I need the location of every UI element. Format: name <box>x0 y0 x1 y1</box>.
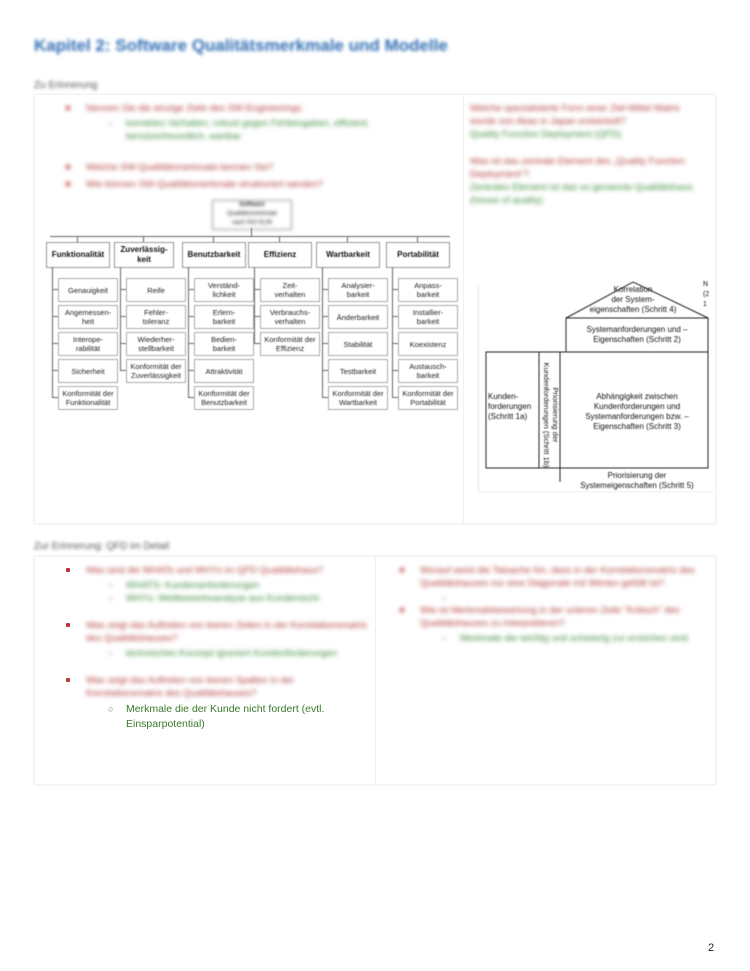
iso-item: Änderbarkeit <box>328 305 388 329</box>
iso-item: Konformität der Funktionalität <box>58 386 118 410</box>
qfd-corner-label: N (2 1 <box>703 281 710 308</box>
question-text: Was zeigt das Auftreten von leeren Zeilen in der Korrelationsmatrix des Qualitätshauses? <box>86 620 368 644</box>
iso-item: Koexistenz <box>398 332 458 356</box>
iso-item: Fehler- toleranz <box>126 305 186 329</box>
iso-item: Zeit- verhalten <box>260 278 320 302</box>
iso-item: Wiederher- stellbarkeit <box>126 332 186 356</box>
iso-root-line: Software <box>239 202 265 208</box>
iso-item: Austausch- barkeit <box>398 359 458 383</box>
question-text: Nennen Sie die einzige Ziele des SW-Engineerings. <box>86 103 304 114</box>
qfd-form-answer: Quality Function Deployment (QFD) <box>470 129 621 140</box>
iso-heading-1: Zuverlässig- keit <box>114 242 174 268</box>
section2-label: Zur Erinnerung: QFD im Detail <box>34 541 170 552</box>
answer-text: ○ WHYs: Wettbewerbsanalyse aus Kundensicht <box>86 592 368 605</box>
question-item <box>58 619 368 660</box>
question-item <box>58 674 368 732</box>
answer-text: ○ WHATS: Kundenanforderungen <box>86 579 368 592</box>
iso-item: Genauigkeit <box>58 278 118 302</box>
iso-connector <box>322 267 323 397</box>
answer-text: ○ Merkmale die wichtig und schwierig zur erreichen sind. <box>420 632 704 645</box>
iso-connector <box>50 236 450 237</box>
iso-root-line: nach ISO 9126 <box>231 220 273 226</box>
iso-heading-4: Wartbarkeit <box>316 242 380 268</box>
section2-right-list <box>392 564 704 659</box>
question-text: Was sind die WHATs und WHYs im QFD Qualitätshaus? <box>86 565 324 576</box>
section1-divider <box>463 95 464 523</box>
question-text: Wie ist Merkmalsbewertung in der unteren Zeile "Kritisch" des Qualitätshauses zu interpretieren? <box>420 605 680 629</box>
iso-connector <box>188 267 189 397</box>
section2-divider <box>375 557 376 784</box>
question-item <box>58 564 368 605</box>
iso-root-line: Qualitätsmerkmale <box>226 211 277 217</box>
iso-item: Anpass- barkeit <box>398 278 458 302</box>
iso-item: Konformität der Wartbarkeit <box>328 386 388 410</box>
section1-right-block <box>470 102 702 207</box>
question-text: Was zeigt das Auftreten von leeren Spalten in der Korrelationsmatrix des Qualitätshauses? <box>86 675 295 699</box>
question-text: Welche SW-Qualitätsmerkmale kennen Sie? <box>86 162 274 173</box>
page-title: Kapitel 2: Software Qualitätsmerkmale und Modelle <box>34 36 448 55</box>
iso-heading-3: Effizienz <box>248 242 312 268</box>
iso-item: Bedien- barkeit <box>194 332 254 356</box>
iso-item: Analysier- barkeit <box>328 278 388 302</box>
answer-text: ○ technisches Konzept ignoriert Kundenforderungen <box>86 647 368 660</box>
iso-item: Erlern- barkeit <box>194 305 254 329</box>
iso-item: Verbrauchs- verhalten <box>260 305 320 329</box>
iso-connector <box>120 267 121 370</box>
iso-connector <box>52 267 53 397</box>
iso-item: Sicherheit <box>58 359 118 383</box>
qfd-priority-system-label: Priorisierung der Systemeigenschaften (Schritt 5) <box>580 471 694 490</box>
qfd-priority-customer-label: Priorisierung der Kundenforderungen (Schritt 1b) <box>542 362 560 468</box>
iso-item: Testbarkeit <box>328 359 388 383</box>
iso-item: Interope- rabilität <box>58 332 118 356</box>
question-item <box>392 564 704 590</box>
iso-item: Stabilität <box>328 332 388 356</box>
iso-item: Verständ- lichkeit <box>194 278 254 302</box>
answer-text: ○ korrektes Verhalten, robust gegen Fehleingaben, effizient, benutzerfreundlich, wartbar <box>86 117 418 143</box>
iso-connector <box>251 228 252 236</box>
qfd-customer-req-label: Kunden- forderungen (Schritt 1a) <box>488 392 532 421</box>
qfd-dependency-label: Abhängigkeit zwischen Kundenforderungen und Systemanforderungen bzw. – Eigenschaften (Schritt 3) <box>585 392 689 431</box>
answer-text: ○ Merkmale die der Kunde nicht fordert (evtl. Einsparpotential) <box>86 702 368 732</box>
qfd-roof-label: Korrelation der System- eigenschaften (Schritt 4) <box>589 285 677 314</box>
qfd-element-answer: Zentrales Element ist das so genannte Qualitätshaus (house of quality) <box>470 182 693 206</box>
iso-item: Konformität der Portabilität <box>398 386 458 410</box>
house-of-quality-diagram <box>478 278 712 492</box>
question-item <box>58 102 418 143</box>
iso-heading-2: Benutzbarkeit <box>182 242 246 268</box>
section1-left-list <box>58 102 418 195</box>
iso-connector <box>254 267 255 343</box>
iso-item: Attraktivität <box>194 359 254 383</box>
iso-item: Installier- barkeit <box>398 305 458 329</box>
iso-connector <box>392 267 393 397</box>
page-number: 2 <box>708 942 715 954</box>
qfd-form-question: Welche spezialisierte Form einer Ziel-Mittel Matrix wurde von Akao in Japan entwickelt? <box>470 103 680 127</box>
iso9126-diagram <box>46 198 458 413</box>
question-text: Worauf weist die Tatsache hin, dass in der Korrelationsmatrix des Qualitätshauses nur eine Diagonale mit Werten gefüllt ist? <box>420 565 695 589</box>
iso-item: Konformität der Zuverlässigkeit <box>126 359 186 383</box>
question-item <box>58 161 418 174</box>
question-text: Wie können SW-Qualitätsmerkmale strukturiert werden? <box>86 179 323 190</box>
iso-root-box <box>212 200 292 230</box>
section1-label: Zu Erinnerung <box>34 80 98 91</box>
iso-item: Konformität der Effizienz <box>260 332 320 356</box>
iso-item: Angemessen- heit <box>58 305 118 329</box>
question-item <box>392 604 704 645</box>
qfd-system-req-label: Systemanforderungen und – Eigenschaften (Schritt 2) <box>586 325 688 344</box>
question-item <box>58 178 418 191</box>
iso-item: Reife <box>126 278 186 302</box>
section2-left-list <box>58 564 368 746</box>
iso-heading-5: Portabilität <box>386 242 450 268</box>
iso-heading-0: Funktionalität <box>46 242 110 268</box>
qfd-element-question: Was ist das zentrale Element des „Quality Function Deployment“? <box>470 156 686 180</box>
iso-item: Konformität der Benutzbarkeit <box>194 386 254 410</box>
